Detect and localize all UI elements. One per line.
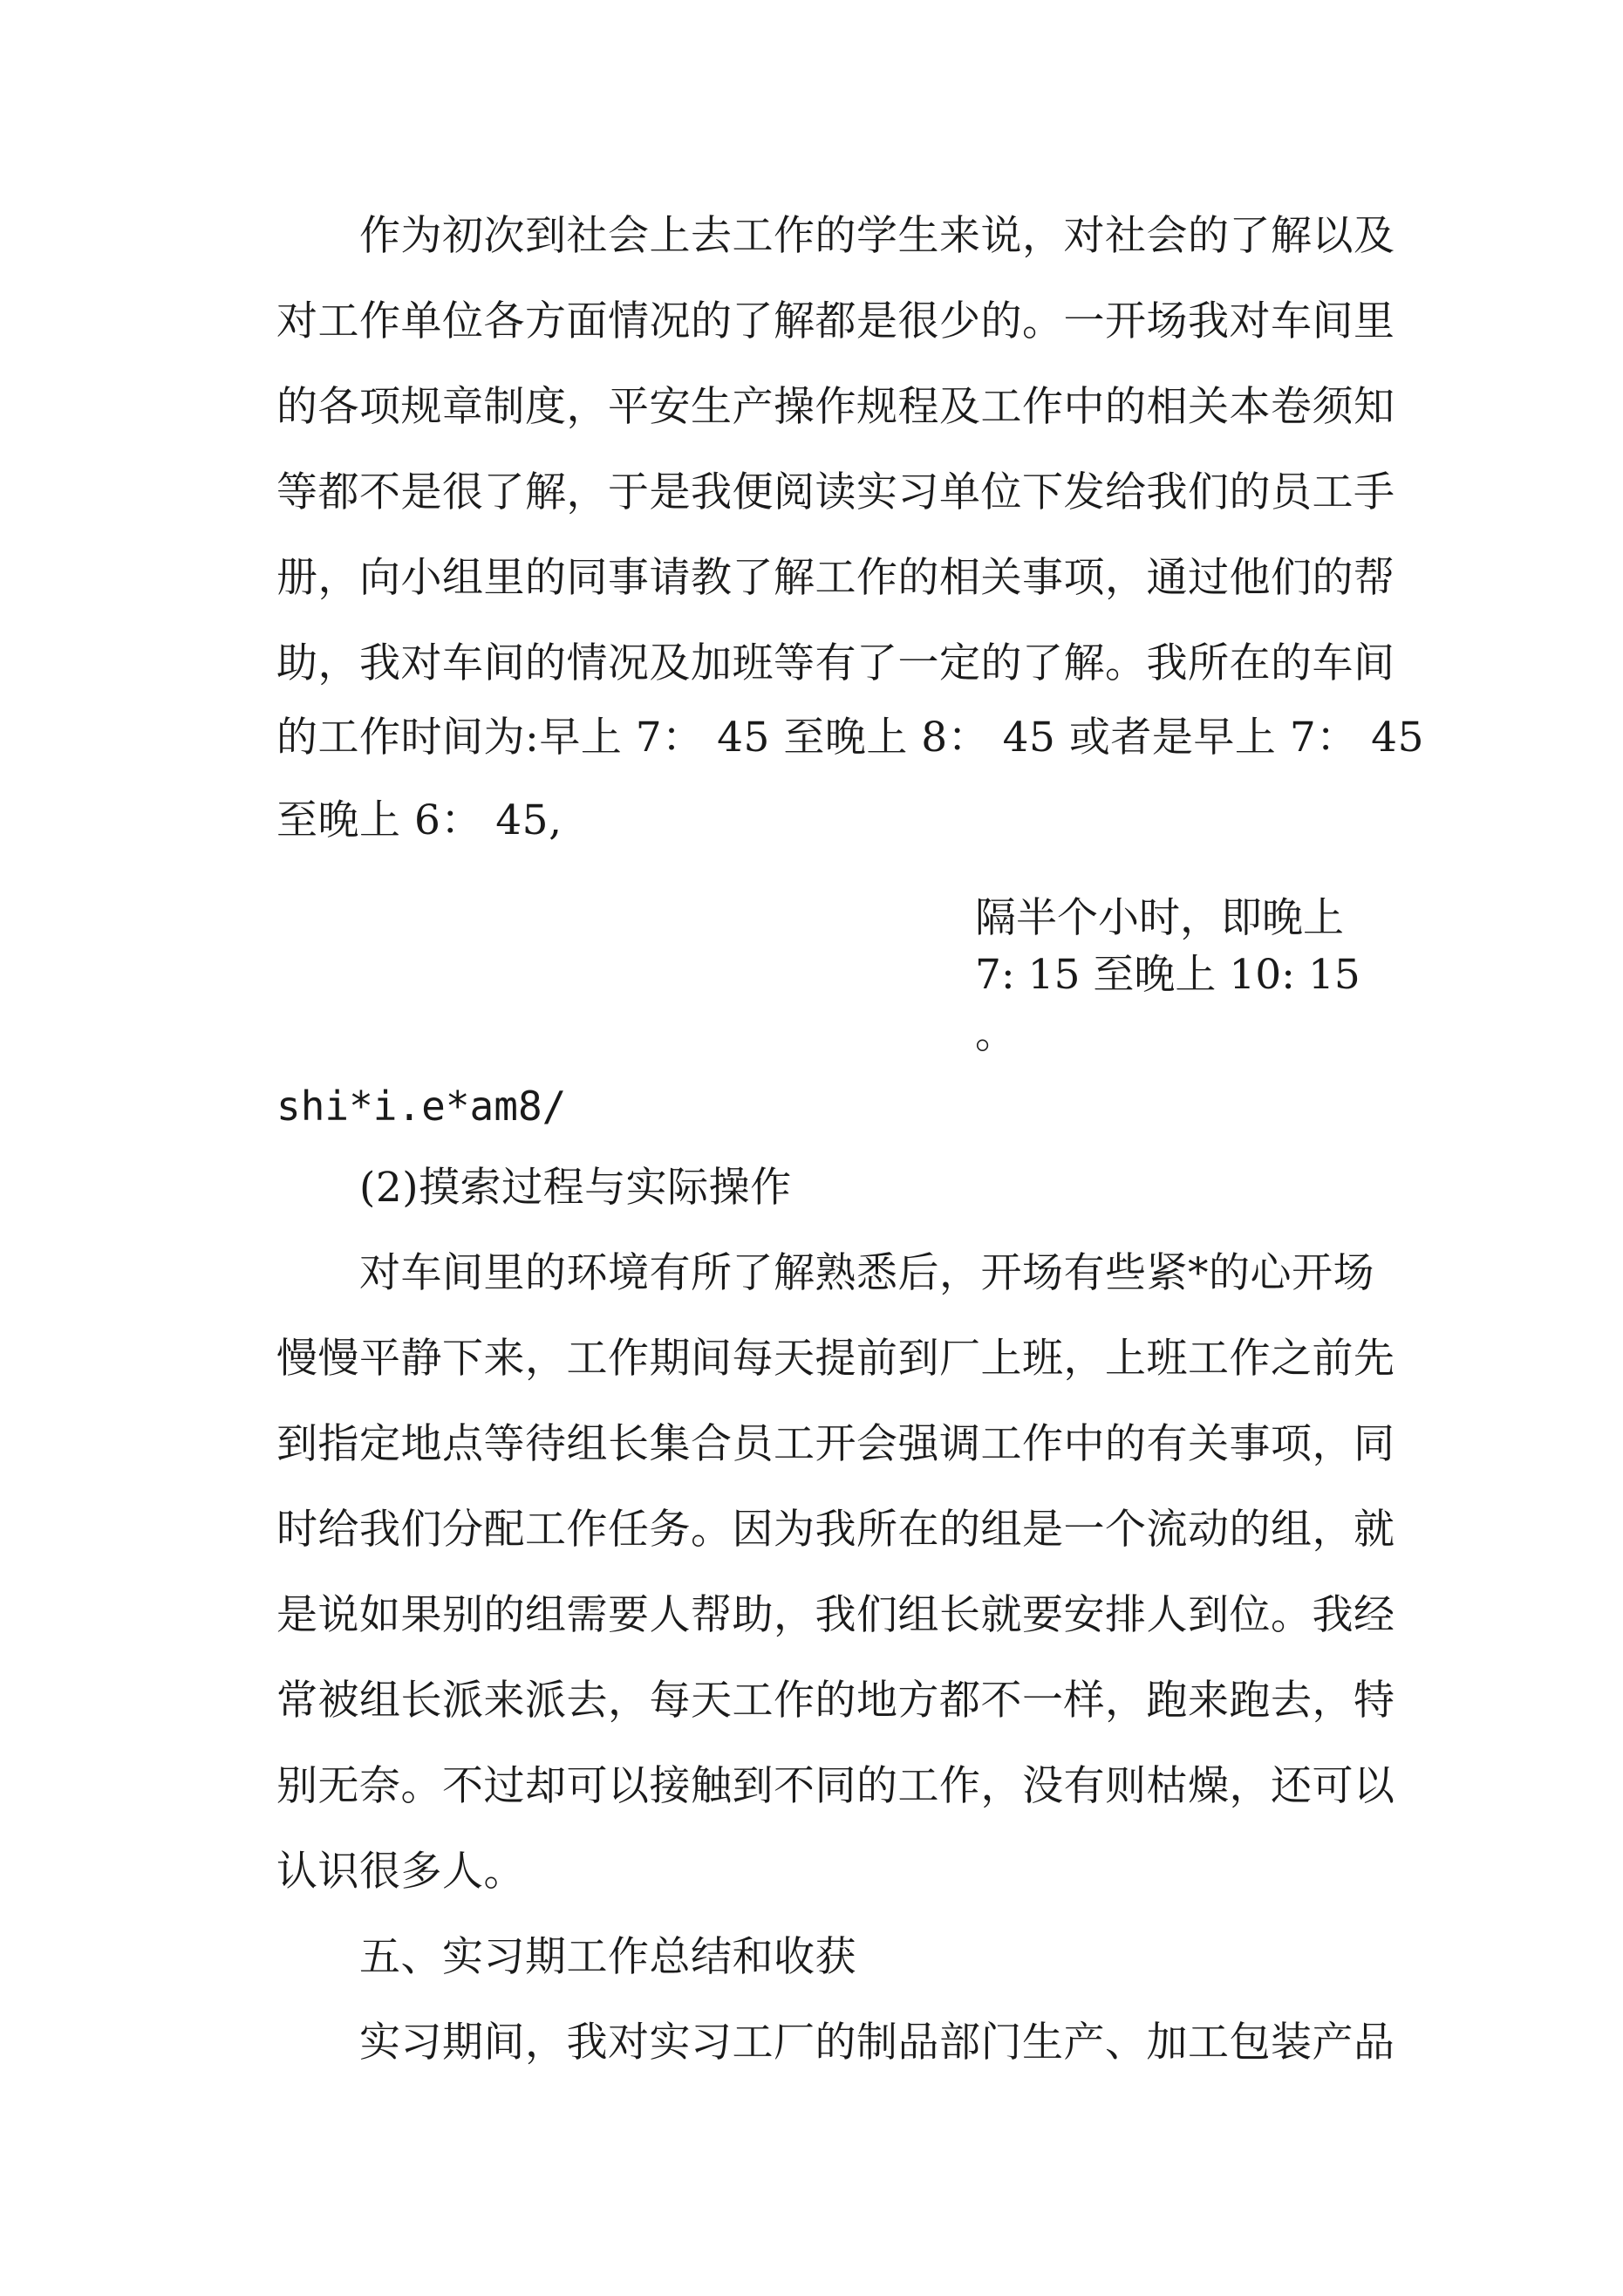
- paragraph-1-line-8: 至晚上 6： 45,: [276, 796, 563, 844]
- paragraph-1-line-7: 的工作时间为:早上 7： 45 至晚上 8： 45 或者是早上 7： 45: [276, 714, 1424, 762]
- paragraph-1-line-6: 助，我对车间的情况及加班等有了一定的了解。我所在的车间: [276, 639, 1395, 687]
- paragraph-1-line-3: 的各项规章制度，平安生产操作规程及工作中的相关本卷须知: [276, 383, 1395, 431]
- paragraph-2-line-6: 常被组长派来派去，每天工作的地方都不一样，跑来跑去，特: [276, 1677, 1395, 1725]
- section-heading-summary: 五、实习期工作总结和收获: [359, 1933, 856, 1981]
- paragraph-2-line-5: 是说如果别的组需要人帮助，我们组长就要安排人到位。我经: [276, 1591, 1395, 1639]
- float-note-line-1: 隔半个小时，即晚上: [975, 894, 1344, 942]
- paragraph-1-line-1: 作为初次到社会上去工作的学生来说，对社会的了解以及: [359, 212, 1395, 260]
- paragraph-2-line-7: 别无奈。不过却可以接触到不同的工作，没有则枯燥，还可以: [276, 1762, 1395, 1810]
- paragraph-3-line-1: 实习期间，我对实习工厂的制品部门生产、加工包装产品: [359, 2019, 1395, 2067]
- paragraph-1-line-2: 对工作单位各方面情况的了解都是很少的。一开场我对车间里: [276, 297, 1395, 345]
- paragraph-2-line-4: 时给我们分配工作任务。因为我所在的组是一个流动的组，就: [276, 1506, 1395, 1554]
- paragraph-1-line-5: 册，向小组里的同事请教了解工作的相关事项，通过他们的帮: [276, 554, 1395, 602]
- paragraph-2-line-2: 慢慢平静下来，工作期间每天提前到厂上班，上班工作之前先: [276, 1335, 1395, 1383]
- paragraph-2-line-8: 认识很多人。: [276, 1848, 525, 1896]
- paragraph-2-line-3: 到指定地点等待组长集合员工开会强调工作中的有关事项，同: [276, 1420, 1395, 1468]
- paragraph-2-line-1: 对车间里的环境有所了解熟悉后，开场有些紧*的心开场: [359, 1249, 1374, 1297]
- url-fragment: shi*i.e*am8/: [276, 1083, 567, 1130]
- paragraph-1-line-4: 等都不是很了解，于是我便阅读实习单位下发给我们的员工手: [276, 468, 1395, 516]
- section-heading-explore: (2)摸索过程与实际操作: [359, 1164, 792, 1212]
- float-note-line-3: 。: [975, 1010, 1016, 1058]
- float-note-line-2: 7: 15 至晚上 10: 15: [975, 951, 1360, 999]
